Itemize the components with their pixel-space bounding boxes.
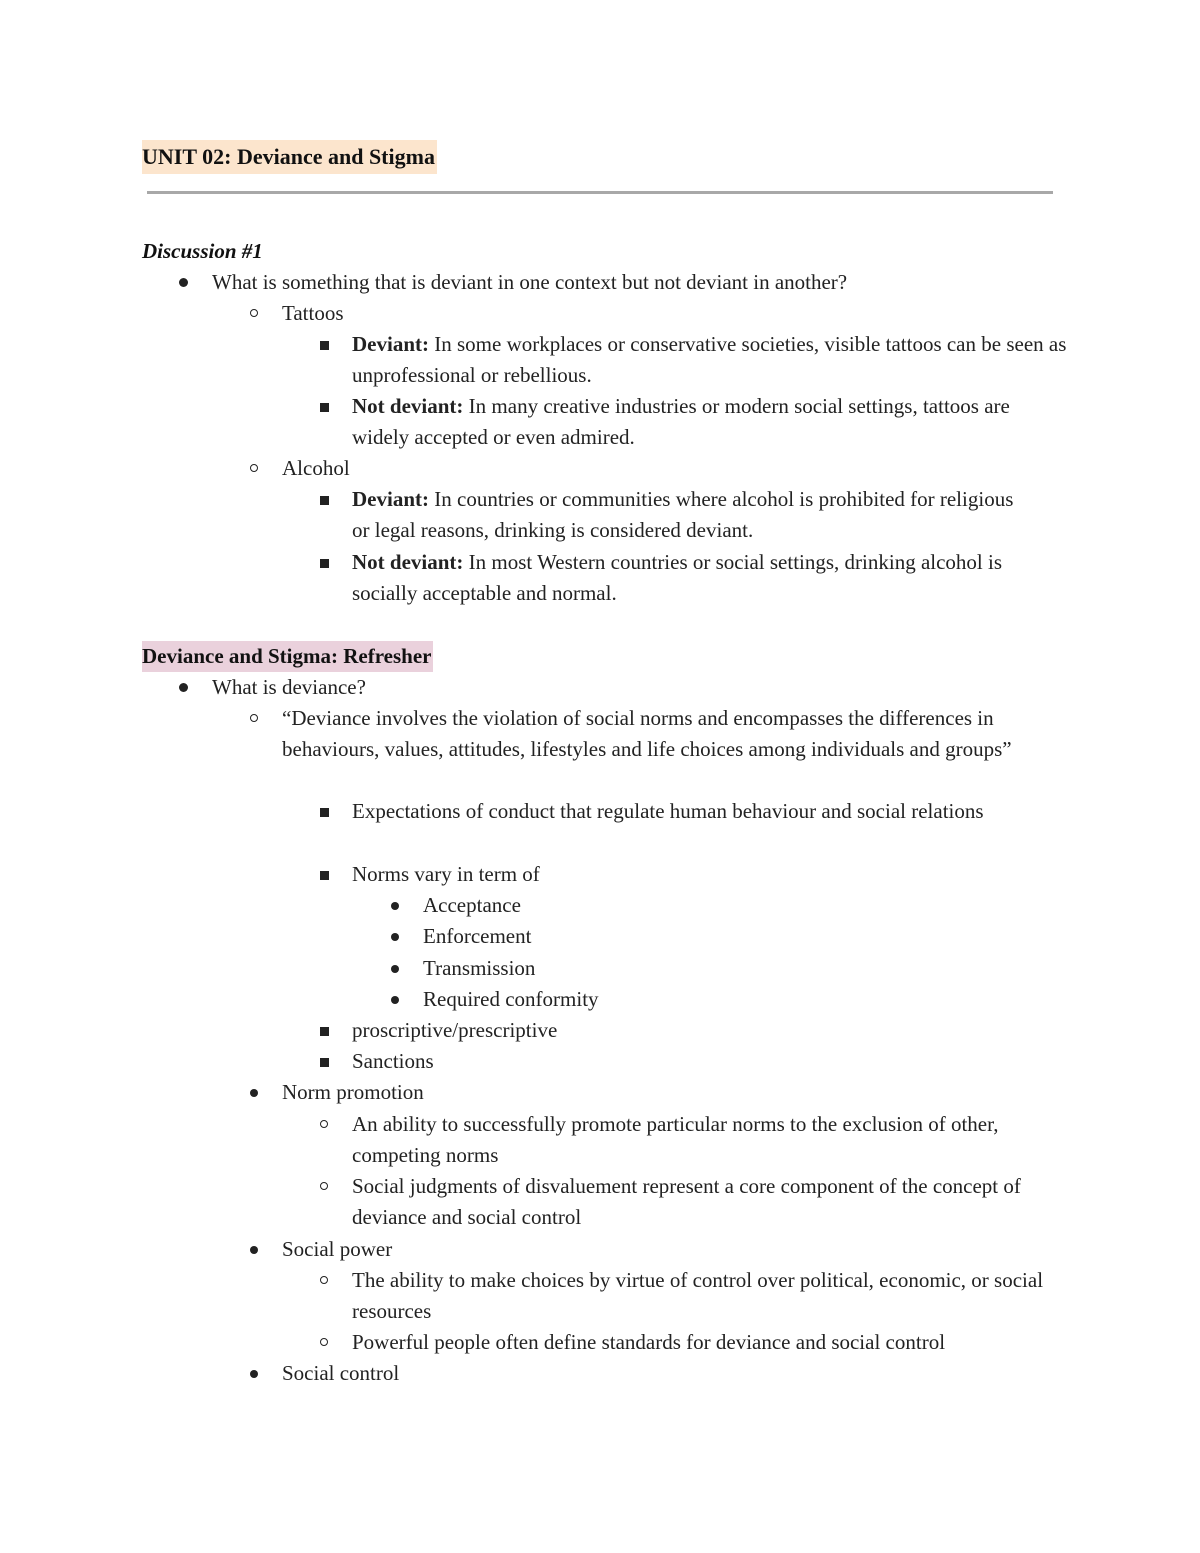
- list-item: Transmission: [423, 953, 923, 984]
- square-bullet-icon: [320, 559, 329, 568]
- list-item: [352, 391, 1067, 453]
- hollow-bullet-icon: [250, 309, 258, 317]
- list-item: [352, 484, 1032, 546]
- list-item: Enforcement: [423, 921, 923, 952]
- list-item: proscriptive/prescriptive: [352, 1015, 1002, 1046]
- not-deviant-label: Not deviant:: [352, 550, 464, 574]
- square-bullet-icon: [320, 1058, 329, 1067]
- list-item: Expectations of conduct that regulate human behaviour and social relations: [352, 796, 1002, 827]
- bullet-icon: [391, 902, 399, 910]
- hollow-bullet-icon: [250, 714, 258, 722]
- square-bullet-icon: [320, 496, 329, 505]
- list-item: Norm promotion: [282, 1077, 1062, 1108]
- question-text: What is something that is deviant in one context but not deviant in another?: [212, 270, 848, 294]
- discussion-heading: Discussion #1: [142, 239, 263, 263]
- list-item: [282, 298, 1062, 329]
- horizontal-divider: [147, 191, 1053, 194]
- bullet-icon: [250, 1246, 258, 1254]
- bullet-icon: [179, 278, 188, 287]
- list-item: Required conformity: [423, 984, 923, 1015]
- list-item: [212, 267, 1072, 298]
- square-bullet-icon: [320, 871, 329, 880]
- section-heading: Deviance and Stigma: Refresher: [142, 641, 433, 672]
- square-bullet-icon: [320, 341, 329, 350]
- hollow-bullet-icon: [320, 1338, 328, 1346]
- hollow-bullet-icon: [320, 1120, 328, 1128]
- page-title: UNIT 02: Deviance and Stigma: [142, 140, 437, 174]
- list-item: The ability to make choices by virtue of control over political, economic, or social resources: [352, 1265, 1064, 1327]
- example-name: Alcohol: [282, 456, 350, 480]
- list-item: [352, 547, 1012, 609]
- list-item: Social judgments of disvaluement represent a core component of the concept of deviance and social control: [352, 1171, 1052, 1233]
- not-deviant-text: In many creative industries or modern social settings, tattoos are widely accepted or even admired.: [352, 394, 1010, 449]
- bullet-icon: [250, 1089, 258, 1097]
- square-bullet-icon: [320, 1027, 329, 1036]
- list-item: [282, 453, 1062, 484]
- list-item: Acceptance: [423, 890, 923, 921]
- definition-quote: “Deviance involves the violation of social norms and encompasses the differences in behaviours, values, attitudes, lifestyles and life choices among individuals and groups”: [282, 706, 1012, 761]
- list-item: Social control: [282, 1358, 1062, 1389]
- bullet-icon: [250, 1370, 258, 1378]
- list-item: [352, 329, 1067, 391]
- not-deviant-label: Not deviant:: [352, 394, 464, 418]
- list-item: Social power: [282, 1234, 1062, 1265]
- not-deviant-text: In most Western countries or social settings, drinking alcohol is socially acceptable and normal.: [352, 550, 1003, 605]
- list-item: [282, 703, 1067, 765]
- deviant-label: Deviant:: [352, 487, 429, 511]
- list-item: Norms vary in term of: [352, 859, 1002, 890]
- bullet-icon: [391, 996, 399, 1004]
- deviant-label: Deviant:: [352, 332, 429, 356]
- hollow-bullet-icon: [320, 1182, 328, 1190]
- square-bullet-icon: [320, 403, 329, 412]
- list-item: An ability to successfully promote particular norms to the exclusion of other, competing norms: [352, 1109, 1052, 1171]
- list-item: Powerful people often define standards for deviance and social control: [352, 1327, 1064, 1358]
- list-item: Sanctions: [352, 1046, 1002, 1077]
- bullet-icon: [179, 683, 188, 692]
- square-bullet-icon: [320, 808, 329, 817]
- example-name: Tattoos: [282, 301, 344, 325]
- hollow-bullet-icon: [320, 1276, 328, 1284]
- deviant-text: In countries or communities where alcohol is prohibited for religious or legal reasons, drinking is considered deviant.: [352, 487, 1014, 542]
- deviant-text: In some workplaces or conservative societies, visible tattoos can be seen as unprofessional or rebellious.: [352, 332, 1067, 387]
- list-item: What is deviance?: [212, 672, 1072, 703]
- bullet-icon: [391, 965, 399, 973]
- bullet-icon: [391, 933, 399, 941]
- hollow-bullet-icon: [250, 464, 258, 472]
